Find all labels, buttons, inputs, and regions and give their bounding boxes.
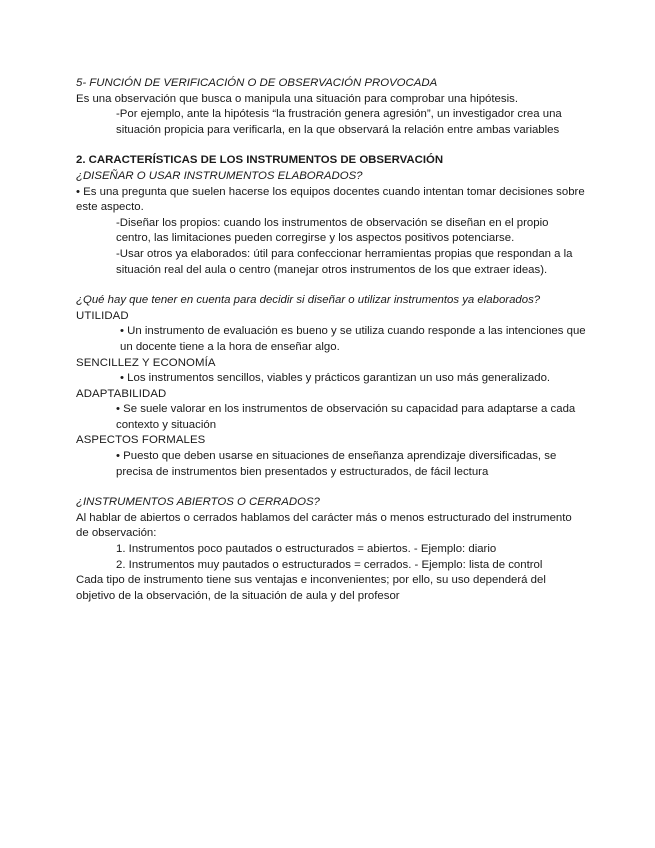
criteria-text-aspectos-formales: • Puesto que deben usarse en situaciones de enseñanza aprendizaje diversificadas, se precisa de instrumentos bien presentados y estructurados, de fácil lectura xyxy=(116,450,557,478)
open-closed-question: ¿INSTRUMENTOS ABIERTOS O CERRADOS? xyxy=(76,496,320,509)
document-page xyxy=(76,76,586,604)
criteria-label-adaptabilidad: ADAPTABILIDAD xyxy=(76,387,167,400)
section-5-example: -Por ejemplo, ante la hipótesis “la frustración genera agresión”, un investigador crea una situación propicia para verificarla, en la que observará la relación entre ambas variables xyxy=(116,108,562,136)
section-2-option-design: -Diseñar los propios: cuando los instrumentos de observación se diseñan en el propio centro, las limitaciones pueden corregirse y los aspectos positivos potenciarse. xyxy=(116,216,549,245)
criteria-label-aspectos-formales: ASPECTOS FORMALES xyxy=(76,434,206,447)
open-closed-item-2: 2. Instrumentos muy pautados o estructurados = cerrados. - Ejemplo: lista de control xyxy=(116,558,543,571)
criteria-label-sencillez: SENCILLEZ Y ECONOMÍA xyxy=(76,356,216,369)
section-2-title: 2. CARACTERÍSTICAS DE LOS INSTRUMENTOS DE OBSERVACIÓN xyxy=(76,154,444,167)
criteria-label-utilidad: UTILIDAD xyxy=(76,309,129,322)
criteria-text-sencillez: • Los instrumentos sencillos, viables y prácticos garantizan un uso más generalizado. xyxy=(120,372,551,385)
section-2-question: ¿DISEÑAR O USAR INSTRUMENTOS ELABORADOS? xyxy=(76,169,363,182)
criteria-text-utilidad: • Un instrumento de evaluación es bueno y se utiliza cuando responde a las intenciones que un docente tiene a la hora de enseñar algo. xyxy=(120,325,586,353)
criteria-question: ¿Qué hay que tener en cuenta para decidir si diseñar o utilizar instrumentos ya elaborados? xyxy=(76,294,541,307)
criteria-text-adaptabilidad: • Se suele valorar en los instrumentos de observación su capacidad para adaptarse a cada contexto y situación xyxy=(116,403,576,431)
section-5-body: Es una observación que busca o manipula una situación para comprobar una hipótesis. xyxy=(76,92,518,105)
open-closed-intro: Al hablar de abiertos o cerrados hablamos del carácter más o menos estructurado del instrumento de observación: xyxy=(76,511,572,540)
section-2-bullet: • Es una pregunta que suelen hacerse los equipos docentes cuando intentan tomar decisiones sobre este aspecto. xyxy=(76,185,585,214)
open-closed-conclusion: Cada tipo de instrumento tiene sus ventajas e inconvenientes; por ello, su uso dependerá del objetivo de la observación, de la situación de aula y del profesor xyxy=(76,574,546,602)
open-closed-item-1: 1. Instrumentos poco pautados o estructurados = abiertos. - Ejemplo: diario xyxy=(116,543,497,556)
section-2-option-use: -Usar otros ya elaborados: útil para confeccionar herramientas propias que respondan a la situación real del aula o centro (manejar otros instrumentos de los que extraer ideas). xyxy=(116,247,573,276)
section-5-title: 5- FUNCIÓN DE VERIFICACIÓN O DE OBSERVACIÓN PROVOCADA xyxy=(76,77,438,89)
